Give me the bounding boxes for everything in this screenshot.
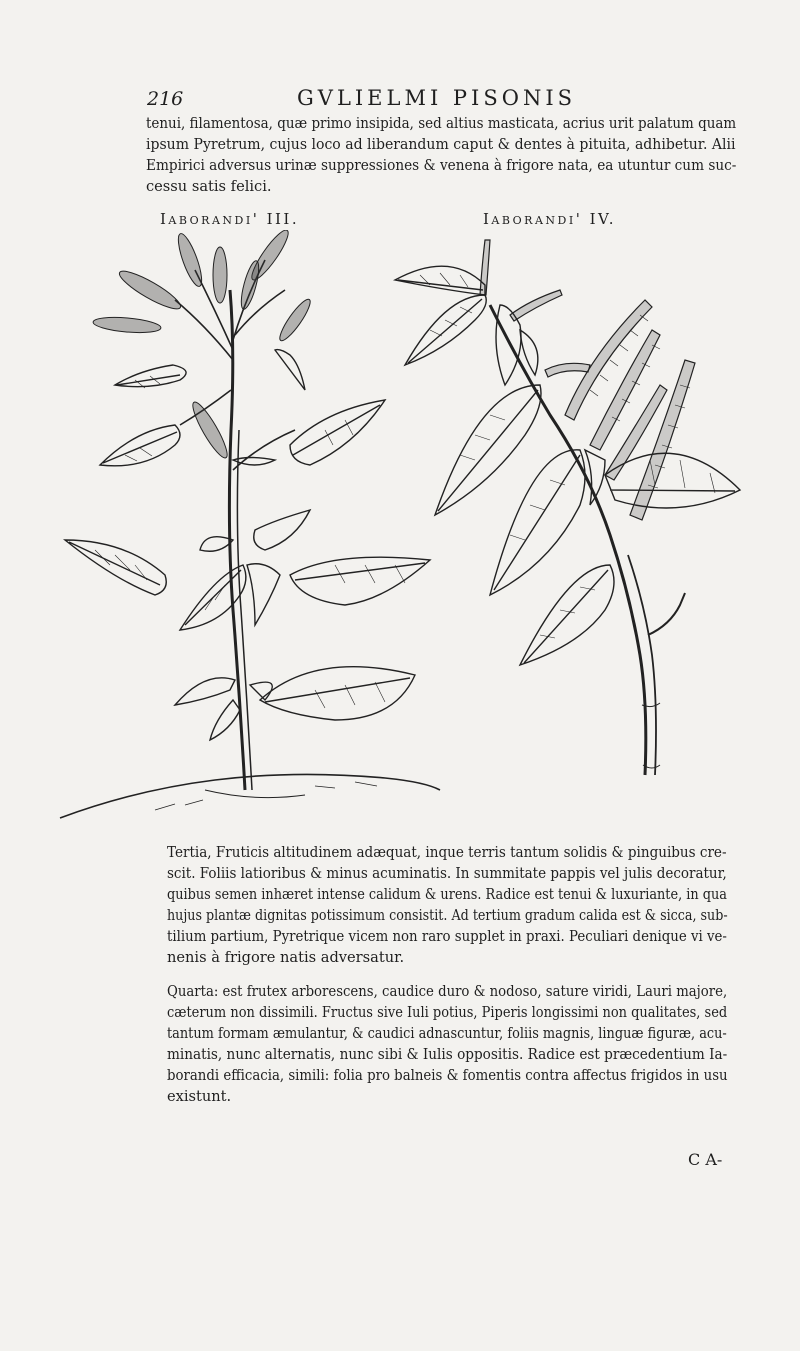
text-line: scit. Foliis latioribus & minus acuminatis. In summitate pappis vel julis decoratur,	[167, 865, 727, 882]
text-line: existunt.	[167, 1088, 232, 1105]
iaborandi-iv-illustration	[390, 235, 750, 785]
running-title: GVLIELMI PISONIS	[297, 86, 577, 110]
text-line: ipsum Pyretrum, cujus loco ad liberandum caput & dentes à pituita, adhibetur. Alii	[146, 136, 736, 153]
figure-caption-iaborandi-iv: Iaborandi' IV.	[483, 210, 616, 228]
text-line: tantum formam æmulantur, & caudici adnascuntur, foliis magnis, linguæ figuræ, acu-	[167, 1025, 727, 1042]
text-line: tilium partium, Pyretrique vicem non raro supplet in praxi. Peculiari denique vi ve-	[167, 928, 727, 945]
intro-text	[146, 113, 736, 197]
text-line: cessu satis felici.	[146, 178, 272, 195]
text-line: quibus semen inhæret intense calidum & urens. Radice est tenui & luxuriante, in qua	[167, 886, 727, 903]
page-number: 216	[147, 88, 184, 110]
text-line: borandi efficacia, simili: folia pro balneis & fomentis contra affectus frigidos in usu	[167, 1067, 728, 1084]
paragraph-tertia	[167, 842, 727, 968]
catchword: C A-	[688, 1150, 723, 1169]
text-line: nenis à frigore natis adversatur.	[167, 949, 405, 966]
text-line: Tertia, Fruticis altitudinem adæquat, inque terris tantum solidis & pinguibus cre-	[167, 844, 727, 861]
text-line: minatis, nunc alternatis, nunc sibi & Iulis oppositis. Radice est præcedentium Ia-	[167, 1046, 728, 1063]
text-line: Quarta: est frutex arborescens, caudice duro & nodoso, sature viridi, Lauri majore,	[167, 983, 728, 1000]
text-line: Empirici adversus urinæ suppressiones & venena à frigore nata, ea utuntur cum suc-	[146, 157, 737, 174]
text-line: tenui, filamentosa, quæ primo insipida, sed altius masticata, acrius urit palatum quam	[146, 115, 737, 132]
text-line: hujus plantæ dignitas potissimum consistit. Ad tertium gradum calida est & sicca, sub-	[167, 907, 728, 924]
figure-caption-iaborandi-iii: Iaborandi' III.	[160, 210, 300, 228]
text-line: cæterum non dissimili. Fructus sive Iuli potius, Piperis longissimi non qualitates, sed	[167, 1004, 728, 1021]
paragraph-quarta	[167, 981, 727, 1107]
